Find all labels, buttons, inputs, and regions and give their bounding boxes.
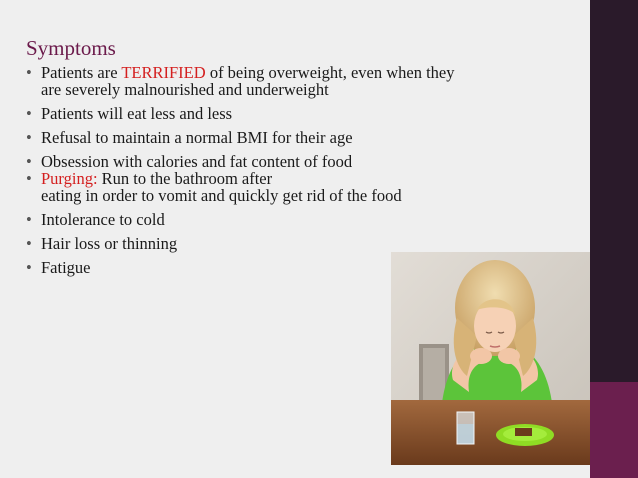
slide-title: Symptoms bbox=[26, 36, 116, 60]
symptom-list bbox=[26, 64, 456, 283]
bullet-purging: • Purging: Run to the bathroom after eating in order to vomit and quickly get rid of the food bbox=[26, 170, 456, 204]
photo-girl-at-table bbox=[391, 252, 590, 465]
highlight-terrified: TERRIFIED bbox=[121, 63, 206, 82]
bullet-fatigue: • Fatigue bbox=[26, 259, 456, 276]
bullet-eat-less: • Patients will eat less and less bbox=[26, 105, 456, 122]
highlight-purging: Purging: bbox=[41, 169, 98, 188]
bullet-cold: • Intolerance to cold bbox=[26, 211, 456, 228]
bullet-refusal-bmi: • Refusal to maintain a normal BMI for their age bbox=[26, 129, 456, 146]
bullet-obsession: • Obsession with calories and fat content of food bbox=[26, 153, 456, 170]
bullet-terrified: • Patients are TERRIFIED of being overweight, even when they are severely malnourished and underweight bbox=[26, 64, 456, 98]
bullet-hair-loss: • Hair loss or thinning bbox=[26, 235, 456, 252]
right-decorative-accent bbox=[590, 382, 638, 478]
